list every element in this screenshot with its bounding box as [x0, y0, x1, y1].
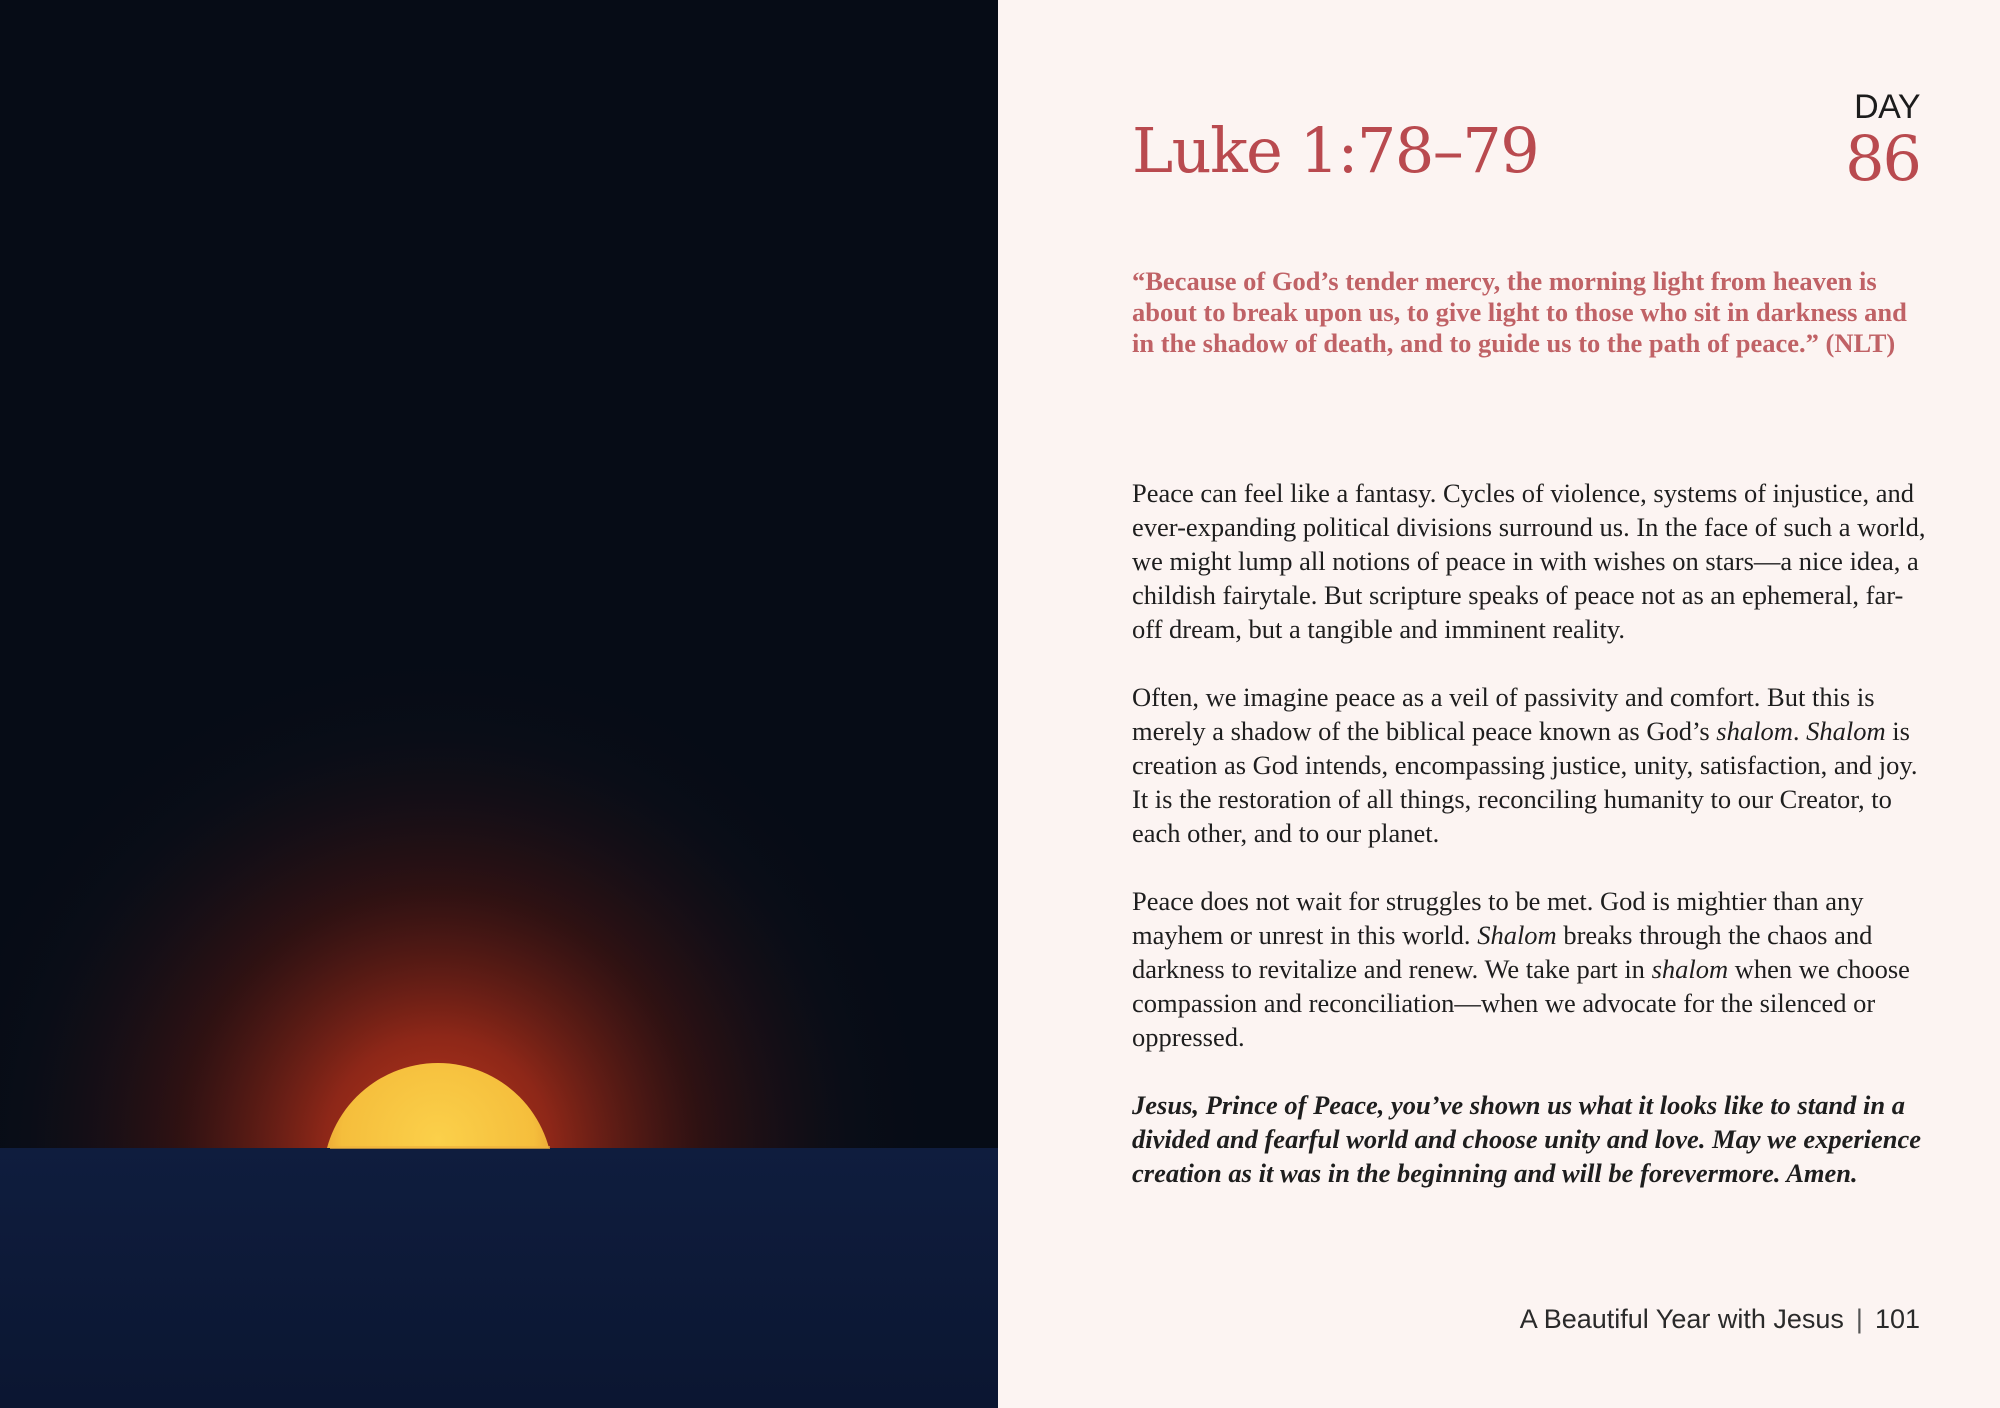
paragraph-text: .	[1792, 716, 1807, 746]
devotional-body	[1132, 476, 1932, 1224]
page-number: 101	[1874, 1304, 1920, 1334]
paragraph-text: is creation as God intends, encompassing justice, unity, satisfaction, and joy. It is the restoration of all things, reconciling humanity to our Creator, to each other, and to our planet.	[1132, 716, 1918, 848]
paragraph-text: breaks through the chaos and darkness to revitalize and renew. We take part in	[1132, 920, 1873, 984]
emphasis-text: shalom	[1716, 716, 1793, 746]
day-label: DAY	[1854, 88, 1920, 126]
body-paragraph	[1132, 680, 1932, 850]
scripture-verse: “Because of God’s tender mercy, the morning light from heaven is about to break upon us, to give light to those who sit in darkness and in the shadow of death, and to guide us to the path of peace.” (NLT)	[1132, 266, 1907, 358]
horizon-line	[330, 1146, 550, 1149]
body-paragraph	[1132, 884, 1932, 1054]
day-number: 86	[1845, 122, 1920, 195]
prayer-paragraph: Jesus, Prince of Peace, you’ve shown us what it looks like to stand in a divided and fearful world and choose unity and love. May we experience creation as it was in the beginning and will be forevermore. Amen.	[1132, 1090, 1922, 1188]
paragraph-text: Often, we imagine peace as a veil of passivity and comfort. But this is merely a shadow of the biblical peace known as God’s	[1132, 682, 1875, 746]
emphasis-text: shalom	[1651, 954, 1729, 984]
emphasis-text: Shalom	[1477, 920, 1557, 950]
emphasis-text: Shalom	[1806, 716, 1886, 746]
body-paragraph	[1132, 476, 1932, 646]
page-footer	[1520, 1306, 1920, 1333]
paragraph-text: Peace can feel like a fantasy. Cycles of violence, systems of injustice, and ever-expanding political divisions surround us. In the face of such a world, we might lump all notions of peace in with wishes on stars—a nice idea, a childish fairytale. But scripture speaks of peace not as an ephemeral, far-off dream, but a tangible and imminent reality.	[1132, 478, 1926, 644]
paragraph-text: when we choose compassion and reconciliation—when we advocate for the silenced or oppressed.	[1132, 954, 1910, 1052]
devotional-page	[998, 0, 2000, 1408]
sea	[0, 1148, 998, 1408]
paragraph-text: Peace does not wait for struggles to be met. God is mightier than any mayhem or unrest in this world.	[1132, 886, 1864, 950]
sunset-illustration	[0, 0, 998, 1408]
sunset-photo	[0, 0, 998, 1408]
book-title: A Beautiful Year with Jesus	[1519, 1304, 1844, 1334]
scripture-reference: Luke 1:78–79	[1132, 114, 1539, 187]
footer-separator: |	[1855, 1304, 1863, 1334]
